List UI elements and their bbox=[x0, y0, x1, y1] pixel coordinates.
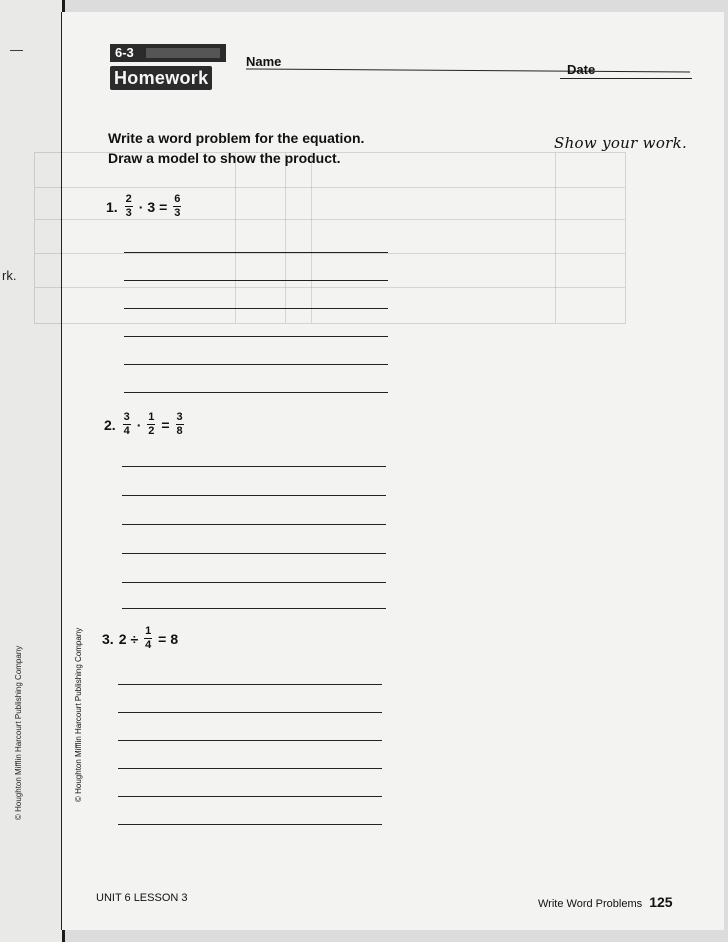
fraction bbox=[147, 412, 155, 437]
name-field-line[interactable] bbox=[246, 68, 690, 72]
answer-line[interactable] bbox=[124, 392, 388, 393]
name-label: Name bbox=[246, 54, 282, 69]
answer-line[interactable] bbox=[118, 740, 382, 741]
equals-sign: = bbox=[161, 416, 170, 433]
lesson-number: 6-3 bbox=[115, 45, 134, 60]
worksheet-page bbox=[62, 12, 724, 930]
operand: 3 bbox=[147, 198, 156, 215]
lesson-number-badge bbox=[110, 44, 226, 62]
instructions bbox=[108, 128, 364, 168]
answer-line[interactable] bbox=[118, 824, 382, 825]
answer-line[interactable] bbox=[118, 712, 382, 713]
operator: · bbox=[138, 198, 144, 215]
page-number: 125 bbox=[649, 894, 673, 910]
margin-fragment-text: rk. bbox=[2, 268, 17, 283]
answer-line[interactable] bbox=[118, 684, 382, 685]
answer-line[interactable] bbox=[124, 280, 388, 281]
spine-copyright: © Houghton Mifflin Harcourt Publishing Company bbox=[14, 645, 23, 820]
numerator: 1 bbox=[145, 625, 152, 637]
copyright-notice: © Houghton Mifflin Harcourt Publishing Company bbox=[74, 627, 83, 802]
instruction-line-2: Draw a model to show the product. bbox=[108, 150, 341, 166]
numerator: 2 bbox=[125, 193, 132, 205]
problem-number: 2. bbox=[104, 416, 116, 433]
denominator: 4 bbox=[145, 639, 152, 651]
fraction bbox=[173, 194, 181, 219]
denominator: 3 bbox=[125, 207, 132, 219]
numerator: 3 bbox=[123, 411, 130, 423]
answer-line[interactable] bbox=[118, 796, 382, 797]
operator: · bbox=[136, 416, 142, 433]
operator: ÷ bbox=[130, 630, 139, 647]
fraction bbox=[125, 194, 133, 219]
answer-line[interactable] bbox=[122, 495, 386, 496]
answer-line[interactable] bbox=[118, 768, 382, 769]
answer-line[interactable] bbox=[124, 364, 388, 365]
answer-line[interactable] bbox=[122, 582, 386, 583]
answer-line[interactable] bbox=[122, 466, 386, 467]
footer-unit-lesson: UNIT 6 LESSON 3 bbox=[96, 892, 188, 904]
fraction bbox=[144, 626, 152, 651]
answer-line[interactable] bbox=[122, 553, 386, 554]
denominator: 2 bbox=[148, 425, 155, 437]
answer-line[interactable] bbox=[124, 336, 388, 337]
answer-line[interactable] bbox=[124, 252, 388, 253]
problem-3-equation bbox=[102, 626, 178, 651]
operand: 8 bbox=[170, 630, 179, 647]
numerator: 3 bbox=[176, 411, 183, 423]
numerator: 1 bbox=[148, 411, 155, 423]
operand: 2 bbox=[118, 630, 127, 647]
equals-sign: = bbox=[158, 630, 167, 647]
bleed-through-table bbox=[34, 152, 626, 324]
fraction bbox=[123, 412, 131, 437]
numerator: 6 bbox=[174, 193, 181, 205]
adjacent-page-margin bbox=[0, 0, 65, 942]
footer-page-info bbox=[538, 894, 673, 910]
problem-1-equation bbox=[106, 194, 183, 219]
equals-sign: = bbox=[159, 198, 168, 215]
date-field-line[interactable] bbox=[560, 78, 692, 79]
fraction bbox=[176, 412, 184, 437]
problem-2-equation bbox=[104, 412, 186, 437]
answer-line[interactable] bbox=[124, 308, 388, 309]
answer-line[interactable] bbox=[122, 608, 386, 609]
denominator: 3 bbox=[174, 207, 181, 219]
badge-shade bbox=[146, 48, 220, 58]
denominator: 4 bbox=[123, 425, 130, 437]
problem-number: 1. bbox=[106, 198, 118, 215]
denominator: 8 bbox=[176, 425, 183, 437]
handwritten-note: Show your work. bbox=[554, 134, 688, 152]
footer-lesson-title: Write Word Problems bbox=[538, 898, 643, 910]
page-title: Homework bbox=[110, 66, 212, 90]
instruction-line-1: Write a word problem for the equation. bbox=[108, 130, 365, 146]
margin-fragment-dash: — bbox=[10, 42, 23, 57]
date-label: Date bbox=[567, 62, 596, 77]
problem-number: 3. bbox=[102, 630, 114, 647]
answer-line[interactable] bbox=[122, 524, 386, 525]
